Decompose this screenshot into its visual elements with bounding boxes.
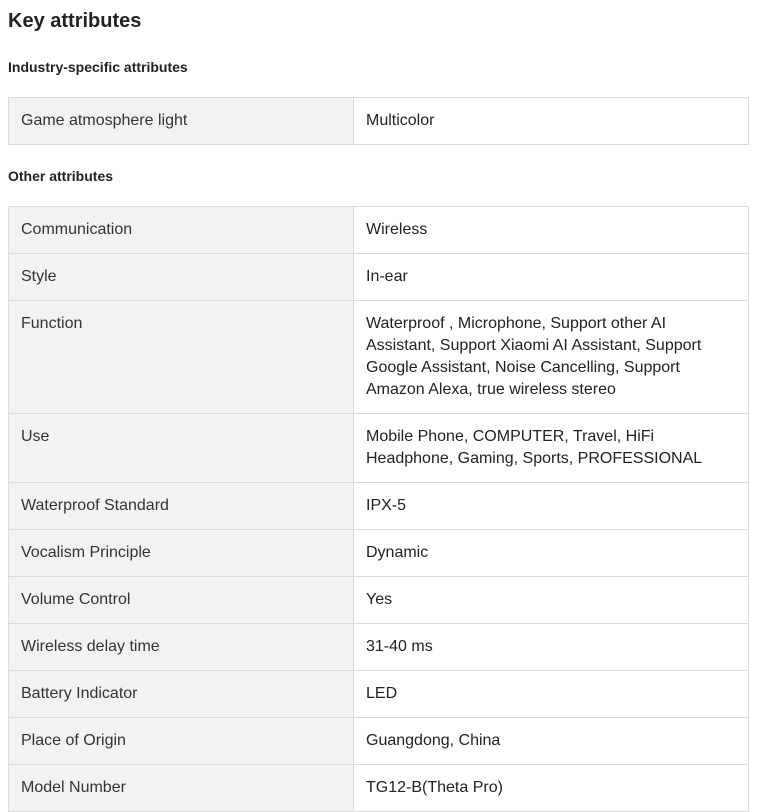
page-title: Key attributes <box>8 10 142 32</box>
attribute-value: In-ear <box>354 254 749 301</box>
attribute-key: Function <box>9 301 354 414</box>
attribute-value: Mobile Phone, COMPUTER, Travel, HiFi Headphone, Gaming, Sports, PROFESSIONAL <box>354 414 749 483</box>
table-row <box>9 254 749 301</box>
table-row <box>9 207 749 254</box>
industry-attributes-table <box>8 97 749 145</box>
attribute-value: Yes <box>354 577 749 624</box>
table-row <box>9 765 749 812</box>
table-row <box>9 718 749 765</box>
attribute-key: Vocalism Principle <box>9 530 354 577</box>
attribute-key: Volume Control <box>9 577 354 624</box>
table-row <box>9 414 749 483</box>
table-row <box>9 483 749 530</box>
attribute-key: Battery Indicator <box>9 671 354 718</box>
attribute-value: IPX-5 <box>354 483 749 530</box>
attribute-value: Dynamic <box>354 530 749 577</box>
attribute-value: Guangdong, China <box>354 718 749 765</box>
attribute-key: Model Number <box>9 765 354 812</box>
table-row <box>9 530 749 577</box>
attribute-value: 31-40 ms <box>354 624 749 671</box>
attribute-key: Wireless delay time <box>9 624 354 671</box>
table-row <box>9 671 749 718</box>
attribute-key: Waterproof Standard <box>9 483 354 530</box>
table-row <box>9 98 749 145</box>
attribute-value: TG12-B(Theta Pro) <box>354 765 749 812</box>
attribute-value: Waterproof , Microphone, Support other AI Assistant, Support Xiaomi AI Assistant, Support Google Assistant, Noise Cancelling, Support Amazon Alexa, true wireless stereo <box>354 301 749 414</box>
attribute-key: Game atmosphere light <box>9 98 354 145</box>
attribute-value: Wireless <box>354 207 749 254</box>
attribute-key: Style <box>9 254 354 301</box>
attribute-key: Use <box>9 414 354 483</box>
other-attributes-table <box>8 206 749 812</box>
table-row <box>9 624 749 671</box>
other-section-heading: Other attributes <box>8 168 114 184</box>
attribute-key: Communication <box>9 207 354 254</box>
industry-section-heading: Industry-specific attributes <box>8 59 188 75</box>
table-row <box>9 577 749 624</box>
attribute-value: LED <box>354 671 749 718</box>
attribute-key: Place of Origin <box>9 718 354 765</box>
table-row <box>9 301 749 414</box>
attribute-value: Multicolor <box>354 98 749 145</box>
